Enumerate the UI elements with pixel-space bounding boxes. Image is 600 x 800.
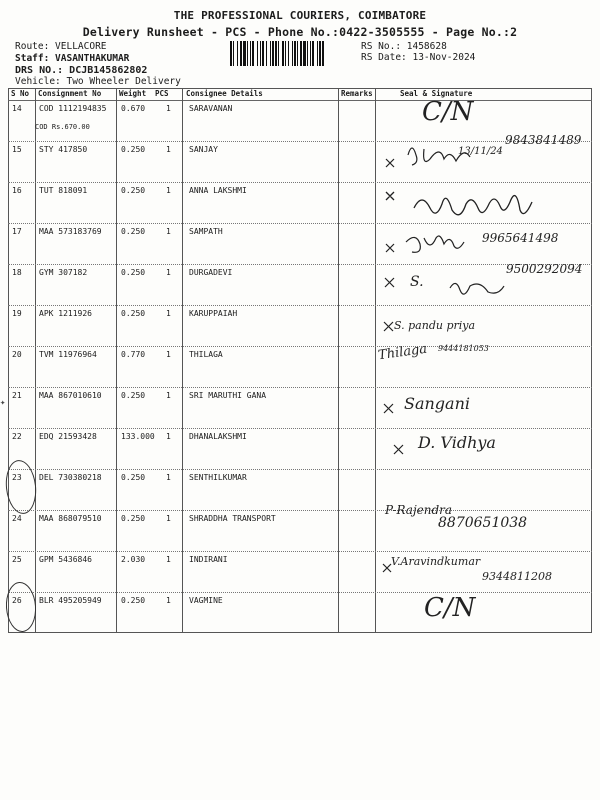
row-pcs: 1 (166, 145, 171, 154)
row-sno: 19 (12, 309, 22, 318)
row-consignee: THILAGA (189, 350, 223, 359)
row-pcs: 1 (166, 104, 171, 113)
row-pcs: 1 (166, 432, 171, 441)
row-consignment-no: EDQ 21593428 (39, 432, 97, 441)
signature-name: Thilaga (377, 341, 428, 364)
staff-label: Staff: VASANTHAKUMAR (15, 53, 130, 64)
row-consignment-no: GYM 307182 (39, 268, 88, 277)
row-cod-amount: COD Rs.670.00 (35, 123, 90, 131)
signature-name: S. pandu priya (394, 319, 476, 332)
signature-scribble (380, 228, 480, 258)
col-consignee: Consignee Details (186, 89, 263, 98)
rs-date: RS Date: 13-Nov-2024 (361, 52, 476, 63)
row-consignment-no: STY 417850 (39, 145, 88, 154)
row-weight: 0.250 (121, 391, 146, 400)
row-consignee: ANNA LAKSHMI (189, 186, 247, 195)
rs-number: RS No.: 1458628 (361, 41, 447, 52)
row-sno: 15 (12, 145, 22, 154)
col-pcs: PCS (155, 89, 169, 98)
row-pcs: 1 (166, 596, 171, 605)
row-sno: 20 (12, 350, 22, 359)
signature-phone: 9500292094 (506, 262, 583, 276)
row-weight: 0.250 (121, 514, 146, 523)
signature-phone: 8870651038 (438, 515, 528, 531)
row-pcs: 1 (166, 473, 171, 482)
vehicle-label: Vehicle: Two Wheeler Delivery (15, 76, 181, 87)
signature-name: S. (410, 274, 424, 290)
row-consignee: SANJAY (189, 145, 218, 154)
signature-name: V.Aravindkumar (391, 555, 481, 568)
row-weight: 0.250 (121, 309, 146, 318)
table-row (0, 391, 600, 432)
table-row (0, 309, 600, 350)
row-sno: 26 (12, 596, 22, 605)
signature-mark (380, 400, 404, 418)
signature-name: Sangani (404, 394, 471, 413)
signature-name: P-Rajendra (385, 503, 453, 517)
row-consignment-no: DEL 730380218 (39, 473, 102, 482)
row-consignment-no: MAA 867010610 (39, 391, 102, 400)
table-row (0, 145, 600, 186)
row-pcs: 1 (166, 186, 171, 195)
table-row (0, 596, 600, 637)
signature-mark (390, 441, 414, 459)
row-consignment-no: GPM 5436846 (39, 555, 92, 564)
row-consignee: SAMPATH (189, 227, 223, 236)
row-weight: 0.770 (121, 350, 146, 359)
row-weight: 2.030 (121, 555, 146, 564)
row-consignee: SHRADDHA TRANSPORT (189, 514, 276, 523)
table-row (0, 350, 600, 391)
row-sno: 24 (12, 514, 22, 523)
row-weight: 0.670 (121, 104, 146, 113)
signature-cn: C/N (424, 593, 476, 623)
signature-phone: 9843841489 (505, 133, 582, 147)
table-row (0, 473, 600, 514)
row-consignee: VAGMINE (189, 596, 223, 605)
row-pcs: 1 (166, 350, 171, 359)
row-weight: 133.000 (121, 432, 155, 441)
table-header-row (8, 88, 592, 100)
signature-mark (380, 272, 406, 292)
signature-date: 13/11/24 (458, 146, 503, 157)
col-weight: Weight (119, 89, 147, 98)
row-sno: 23 (12, 473, 22, 482)
row-pcs: 1 (166, 391, 171, 400)
row-sno: 14 (12, 104, 22, 113)
row-sno: 17 (12, 227, 22, 236)
row-sno: 21 (12, 391, 22, 400)
col-consignment: Consignment No (38, 89, 102, 98)
row-weight: 0.250 (121, 473, 146, 482)
header-divider (8, 100, 592, 101)
row-consignee: SRI MARUTHI GANA (189, 391, 267, 400)
row-consignment-no: MAA 868079510 (39, 514, 102, 523)
row-consignee: SENTHILKUMAR (189, 473, 247, 482)
row-pcs: 1 (166, 268, 171, 277)
row-pcs: 1 (166, 514, 171, 523)
row-consignee: SARAVANAN (189, 104, 233, 113)
row-sno: 25 (12, 555, 22, 564)
barcode-image (230, 41, 356, 66)
signature-scribble (448, 276, 508, 296)
row-weight: 0.250 (121, 145, 146, 154)
row-consignment-no: COD 1112194835 (39, 104, 107, 113)
col-seal-signature: Seal & Signature (400, 89, 473, 98)
row-weight: 0.250 (121, 186, 146, 195)
row-consignee: KARUPPAIAH (189, 309, 238, 318)
row-weight: 0.250 (121, 268, 146, 277)
row-consignment-no: APK 1211926 (39, 309, 92, 318)
signature-phone: 9444181053 (438, 344, 489, 353)
col-sno: S No (11, 89, 30, 98)
row-consignment-no: TUT 818091 (39, 186, 88, 195)
row-consignee: DURGADEVI (189, 268, 233, 277)
company-title: THE PROFESSIONAL COURIERS, COIMBATORE (173, 9, 427, 22)
signature-phone: 9344811208 (482, 570, 552, 583)
row-sno: 22 (12, 432, 22, 441)
row-pcs: 1 (166, 555, 171, 564)
row-consignment-no: TVM 11976964 (39, 350, 97, 359)
row-weight: 0.250 (121, 596, 146, 605)
signature-name: D. Vidhya (418, 433, 496, 452)
row-consignee: INDIRANI (189, 555, 228, 564)
col-remarks: Remarks (341, 89, 373, 98)
route-label: Route: VELLACORE (15, 41, 107, 52)
signature-tamil-script (380, 186, 560, 226)
margin-mark: ✦ (0, 398, 6, 408)
row-consignee: DHANALAKSHMI (189, 432, 247, 441)
row-pcs: 1 (166, 227, 171, 236)
signature-scribble (380, 135, 500, 170)
row-sno: 16 (12, 186, 22, 195)
signature-phone: 9965641498 (482, 231, 559, 245)
row-consignment-no: MAA 573183769 (39, 227, 102, 236)
drs-number: DRS NO.: DCJB145862802 (15, 65, 148, 76)
table-row (0, 432, 600, 473)
row-weight: 0.250 (121, 227, 146, 236)
row-sno: 18 (12, 268, 22, 277)
row-pcs: 1 (166, 309, 171, 318)
runsheet-subtitle: Delivery Runsheet - PCS - Phone No.:0422-3505555 - Page No.:2 (82, 25, 518, 39)
row-consignment-no: BLR 495205949 (39, 596, 102, 605)
signature-cn: C/N (422, 97, 474, 127)
